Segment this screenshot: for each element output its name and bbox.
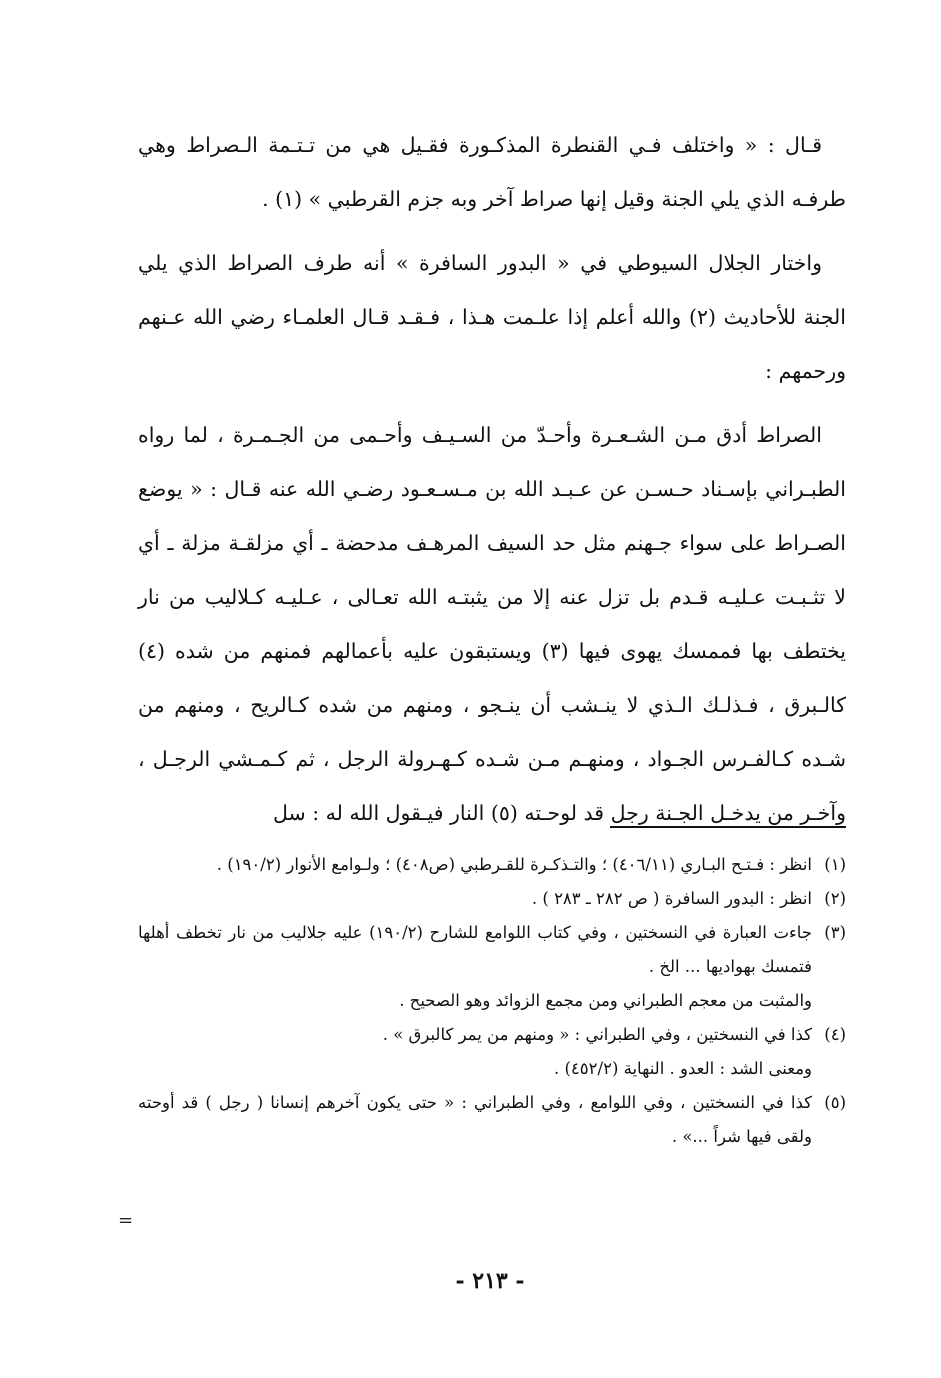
footnote-number: (٥) — [824, 1093, 846, 1112]
footnote-4 — [138, 1018, 846, 1052]
footnotes-section — [138, 848, 846, 1154]
paragraph-3: الصراط أدق مـن الشـعـرة وأحـدّ من السـيـف وأحـمى من الجـمـرة ، لما رواه الطبـراني بإسـناد حـسـن عن عـبـد الله بن مـسـعـود رضـي الله عنه قـال : « يوضع الصـراط على سواء جـهنم مثل حد السيف المرهـف مدحضة ـ أي مزلقـة مزلة ـ أي لا تثـبـت عـليـه قـدم بل تزل عنه إلا من يثبتـه الله تعـالى ، عـليـه كـلاليب من نار يختطف بها فممسك يهوى فيها (٣) ويستبقون عليه بأعمالهم فمنهم من شده (٤) كالـبرق ، فـذلـك الـذي لا ينـشب أن ينـجو ، ومنهم من شده كـالريح ، ومنهم من شـده كـالفـرس الجـواد ، ومنهـم مـن شـده كـهـرولة الرجل ، ثم كـمـشي الرجـل ، وآخـر من يدخـل الجـنة رجل قد لوحـته (٥) النار فيـقول الله له : سل — [138, 423, 846, 825]
footnote-number: (٢) — [824, 889, 846, 908]
footnote-text: كذا في النسختين ، وفي الطبراني : « ومنهم من يمر كالبرق » . — [382, 1025, 812, 1044]
paragraph-1: قـال : « واختلف فـي القنطرة المذكـورة فقـيل هي من تـتـمة الـصراط وهي طرفـه الذي يلي الجنة وقيل إنها صراط آخر وبه جزم القرطبي » (١) . — [138, 133, 846, 211]
footnote-number: (٤) — [824, 1025, 846, 1044]
footnote-3-continuation: والمثبت من معجم الطبراني ومن مجمع الزوائد وهو الصحيح . — [399, 991, 812, 1010]
footnote-number: (١) — [824, 855, 846, 874]
footnote-divider — [610, 826, 846, 828]
paragraph-2: واختار الجلال السيوطي في « البدور السافرة » أنه طرف الصراط الذي يلي الجنة للأحاديث (٢) والله أعلم إذا علـمت هـذا ، فـقـد قـال العلمـاء رضي الله عـنهم ورحمهم : — [138, 251, 846, 383]
margin-mark: = — [118, 1210, 134, 1231]
footnote-4-continuation: ومعنى الشد : العدو . النهاية (٤٥٢/٢) . — [553, 1059, 812, 1078]
main-text-body — [138, 118, 846, 850]
footnote-2 — [138, 882, 846, 916]
footnote-number: (٣) — [824, 923, 846, 942]
footnote-text: جاءت العبارة في النسختين ، وفي كتاب اللوامع للشارح (١٩٠/٢) عليه جلاليب من نار تخطف أهلها فتمسك بهواديها ... الخ . — [138, 923, 812, 976]
footnote-1 — [138, 848, 846, 882]
footnote-text: انظر : البدور السافرة ( ص ٢٨٢ ـ ٢٨٣ ) . — [531, 889, 812, 908]
footnote-text: انظر : فـتـح البـاري (٤٠٦/١١) ؛ والتـذكـرة للقـرطبي (ص٤٠٨) ؛ ولـوامع الأنوار (١٩٠/٢) . — [216, 855, 812, 874]
footnote-3 — [138, 916, 846, 984]
page-number: - ٢١٣ - — [455, 1268, 525, 1294]
footnote-5 — [138, 1086, 846, 1154]
footnote-text: كذا في النسختين ، وفي اللوامع ، وفي الطبراني : « حتى يكون آخرهم إنسانا ( رجل ) قد أوحته ولقى فيها شراً ...» . — [138, 1093, 812, 1146]
